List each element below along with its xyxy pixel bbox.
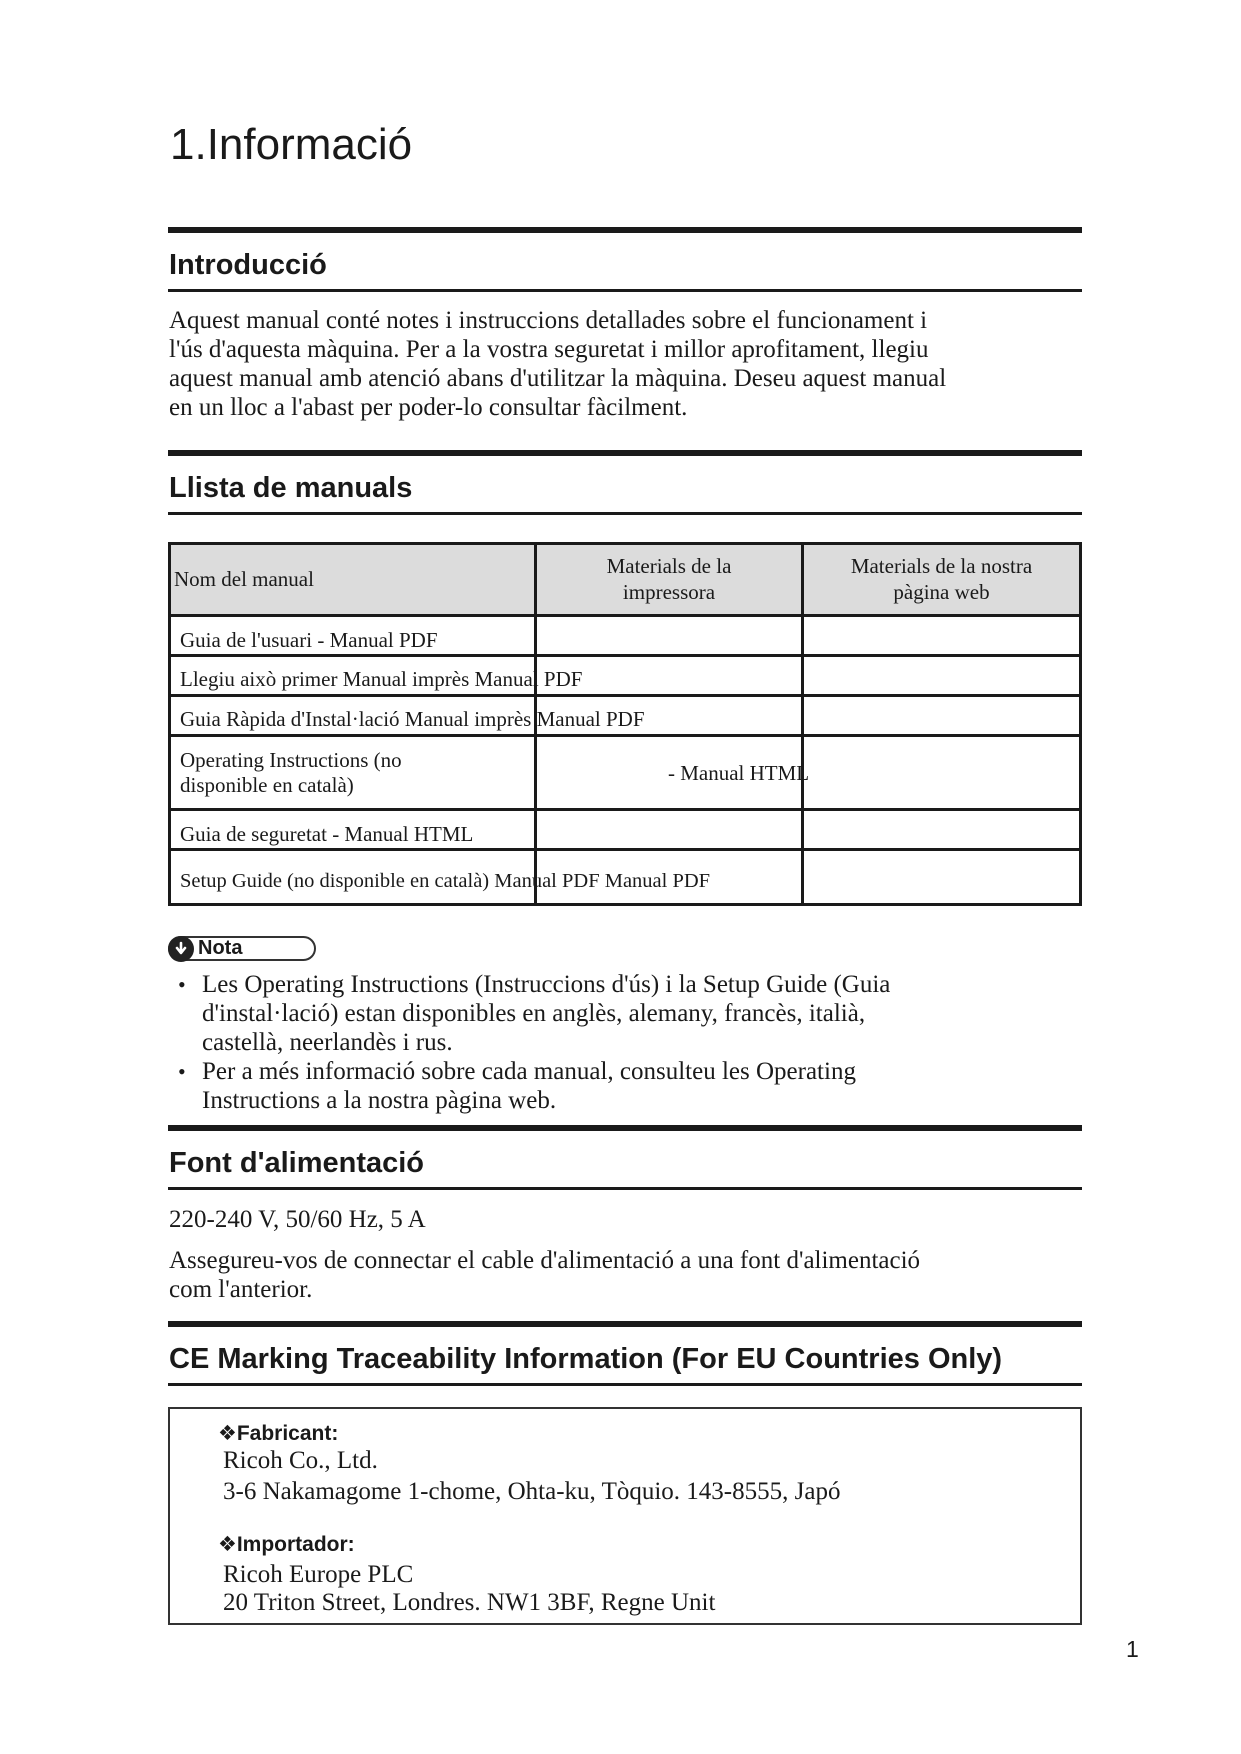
manufacturer-name: Ricoh Co., Ltd.	[223, 1447, 378, 1474]
text-line: Aquest manual conté notes i instruccions detallades sobre el funcionament i	[169, 307, 928, 334]
table-row: Setup Guide (no disponible en català) Manual PDF Manual PDF	[180, 870, 711, 892]
ce-info-box	[168, 1407, 1082, 1625]
row-divider	[171, 848, 1079, 851]
page-title: 1.Informació	[170, 120, 413, 169]
row-divider	[171, 734, 1079, 737]
text-line: l'ús d'aquesta màquina. Per a la vostra seguretat i millor aprofitament, llegiu	[169, 336, 929, 363]
row-divider	[171, 694, 1079, 697]
table-row: Guia Ràpida d'Instal·lació Manual imprès Manual PDF	[180, 707, 645, 731]
power-spec: 220-240 V, 50/60 Hz, 5 A	[169, 1206, 426, 1233]
column-header-web: Materials de la nostra pàgina web	[850, 554, 1033, 604]
bullet-icon: •	[178, 1059, 186, 1084]
note-label: Nota	[198, 937, 243, 959]
table-row: Llegiu això primer Manual imprès Manual PDF	[180, 667, 583, 691]
table-row: Operating Instructions (no disponible en català)	[180, 748, 402, 797]
section-rule-bottom	[168, 1187, 1082, 1190]
text-line: en un lloc a l'abast per poder-lo consultar fàcilment.	[169, 394, 688, 421]
note-badge	[168, 936, 316, 961]
section-rule-top	[168, 1125, 1082, 1131]
section-rule-top	[168, 450, 1082, 456]
intro-heading: Introducció	[169, 249, 327, 281]
list-item: • Per a més informació sobre cada manual, consulteu les Operating Instructions a la nostra pàgina web.	[178, 1058, 856, 1114]
section-rule-top	[168, 1321, 1082, 1327]
list-item: • Les Operating Instructions (Instruccions d'ús) i la Setup Guide (Guia d'instal·lació) estan disponibles en anglès, alemany, francès, italià, castellà, neerlandès i rus.	[178, 971, 891, 1056]
section-rule-bottom	[168, 1383, 1082, 1386]
power-heading: Font d'alimentació	[169, 1147, 425, 1179]
importer-label: ❖Importador:	[218, 1533, 355, 1556]
table-row: Guia de l'usuari - Manual PDF	[180, 628, 438, 652]
section-rule-top	[168, 227, 1082, 233]
section-rule-bottom	[168, 289, 1082, 292]
intro-paragraph	[169, 306, 1089, 422]
table-row: Guia de seguretat - Manual HTML	[180, 822, 474, 846]
manuals-table	[168, 542, 1082, 906]
table-cell: - Manual HTML	[668, 761, 810, 785]
page-number: 1	[1126, 1636, 1139, 1662]
manufacturer-address: 3-6 Nakamagome 1-chome, Ohta-ku, Tòquio. 143-8555, Japó	[223, 1478, 841, 1505]
row-divider	[171, 654, 1079, 657]
ce-heading: CE Marking Traceability Information (For EU Countries Only)	[169, 1343, 1003, 1375]
row-divider	[171, 808, 1079, 811]
importer-address: 20 Triton Street, Londres. NW1 3BF, Regne Unit	[223, 1589, 716, 1616]
column-header-name: Nom del manual	[174, 567, 314, 591]
text-line: Assegureu-vos de connectar el cable d'alimentació a una font d'alimentació	[169, 1247, 921, 1274]
manufacturer-label: ❖Fabricant:	[218, 1422, 339, 1445]
note-list	[178, 970, 1078, 1115]
arrow-down-icon	[168, 936, 194, 962]
column-header-printer: Materials de la impressora	[606, 554, 732, 604]
text-line: com l'anterior.	[169, 1276, 313, 1303]
text-line: aquest manual amb atenció abans d'utilitzar la màquina. Deseu aquest manual	[169, 365, 947, 392]
section-rule-bottom	[168, 512, 1082, 515]
manuals-heading: Llista de manuals	[169, 472, 413, 504]
bullet-icon: •	[178, 972, 186, 997]
power-paragraph	[169, 1246, 1089, 1304]
importer-name: Ricoh Europe PLC	[223, 1561, 414, 1588]
